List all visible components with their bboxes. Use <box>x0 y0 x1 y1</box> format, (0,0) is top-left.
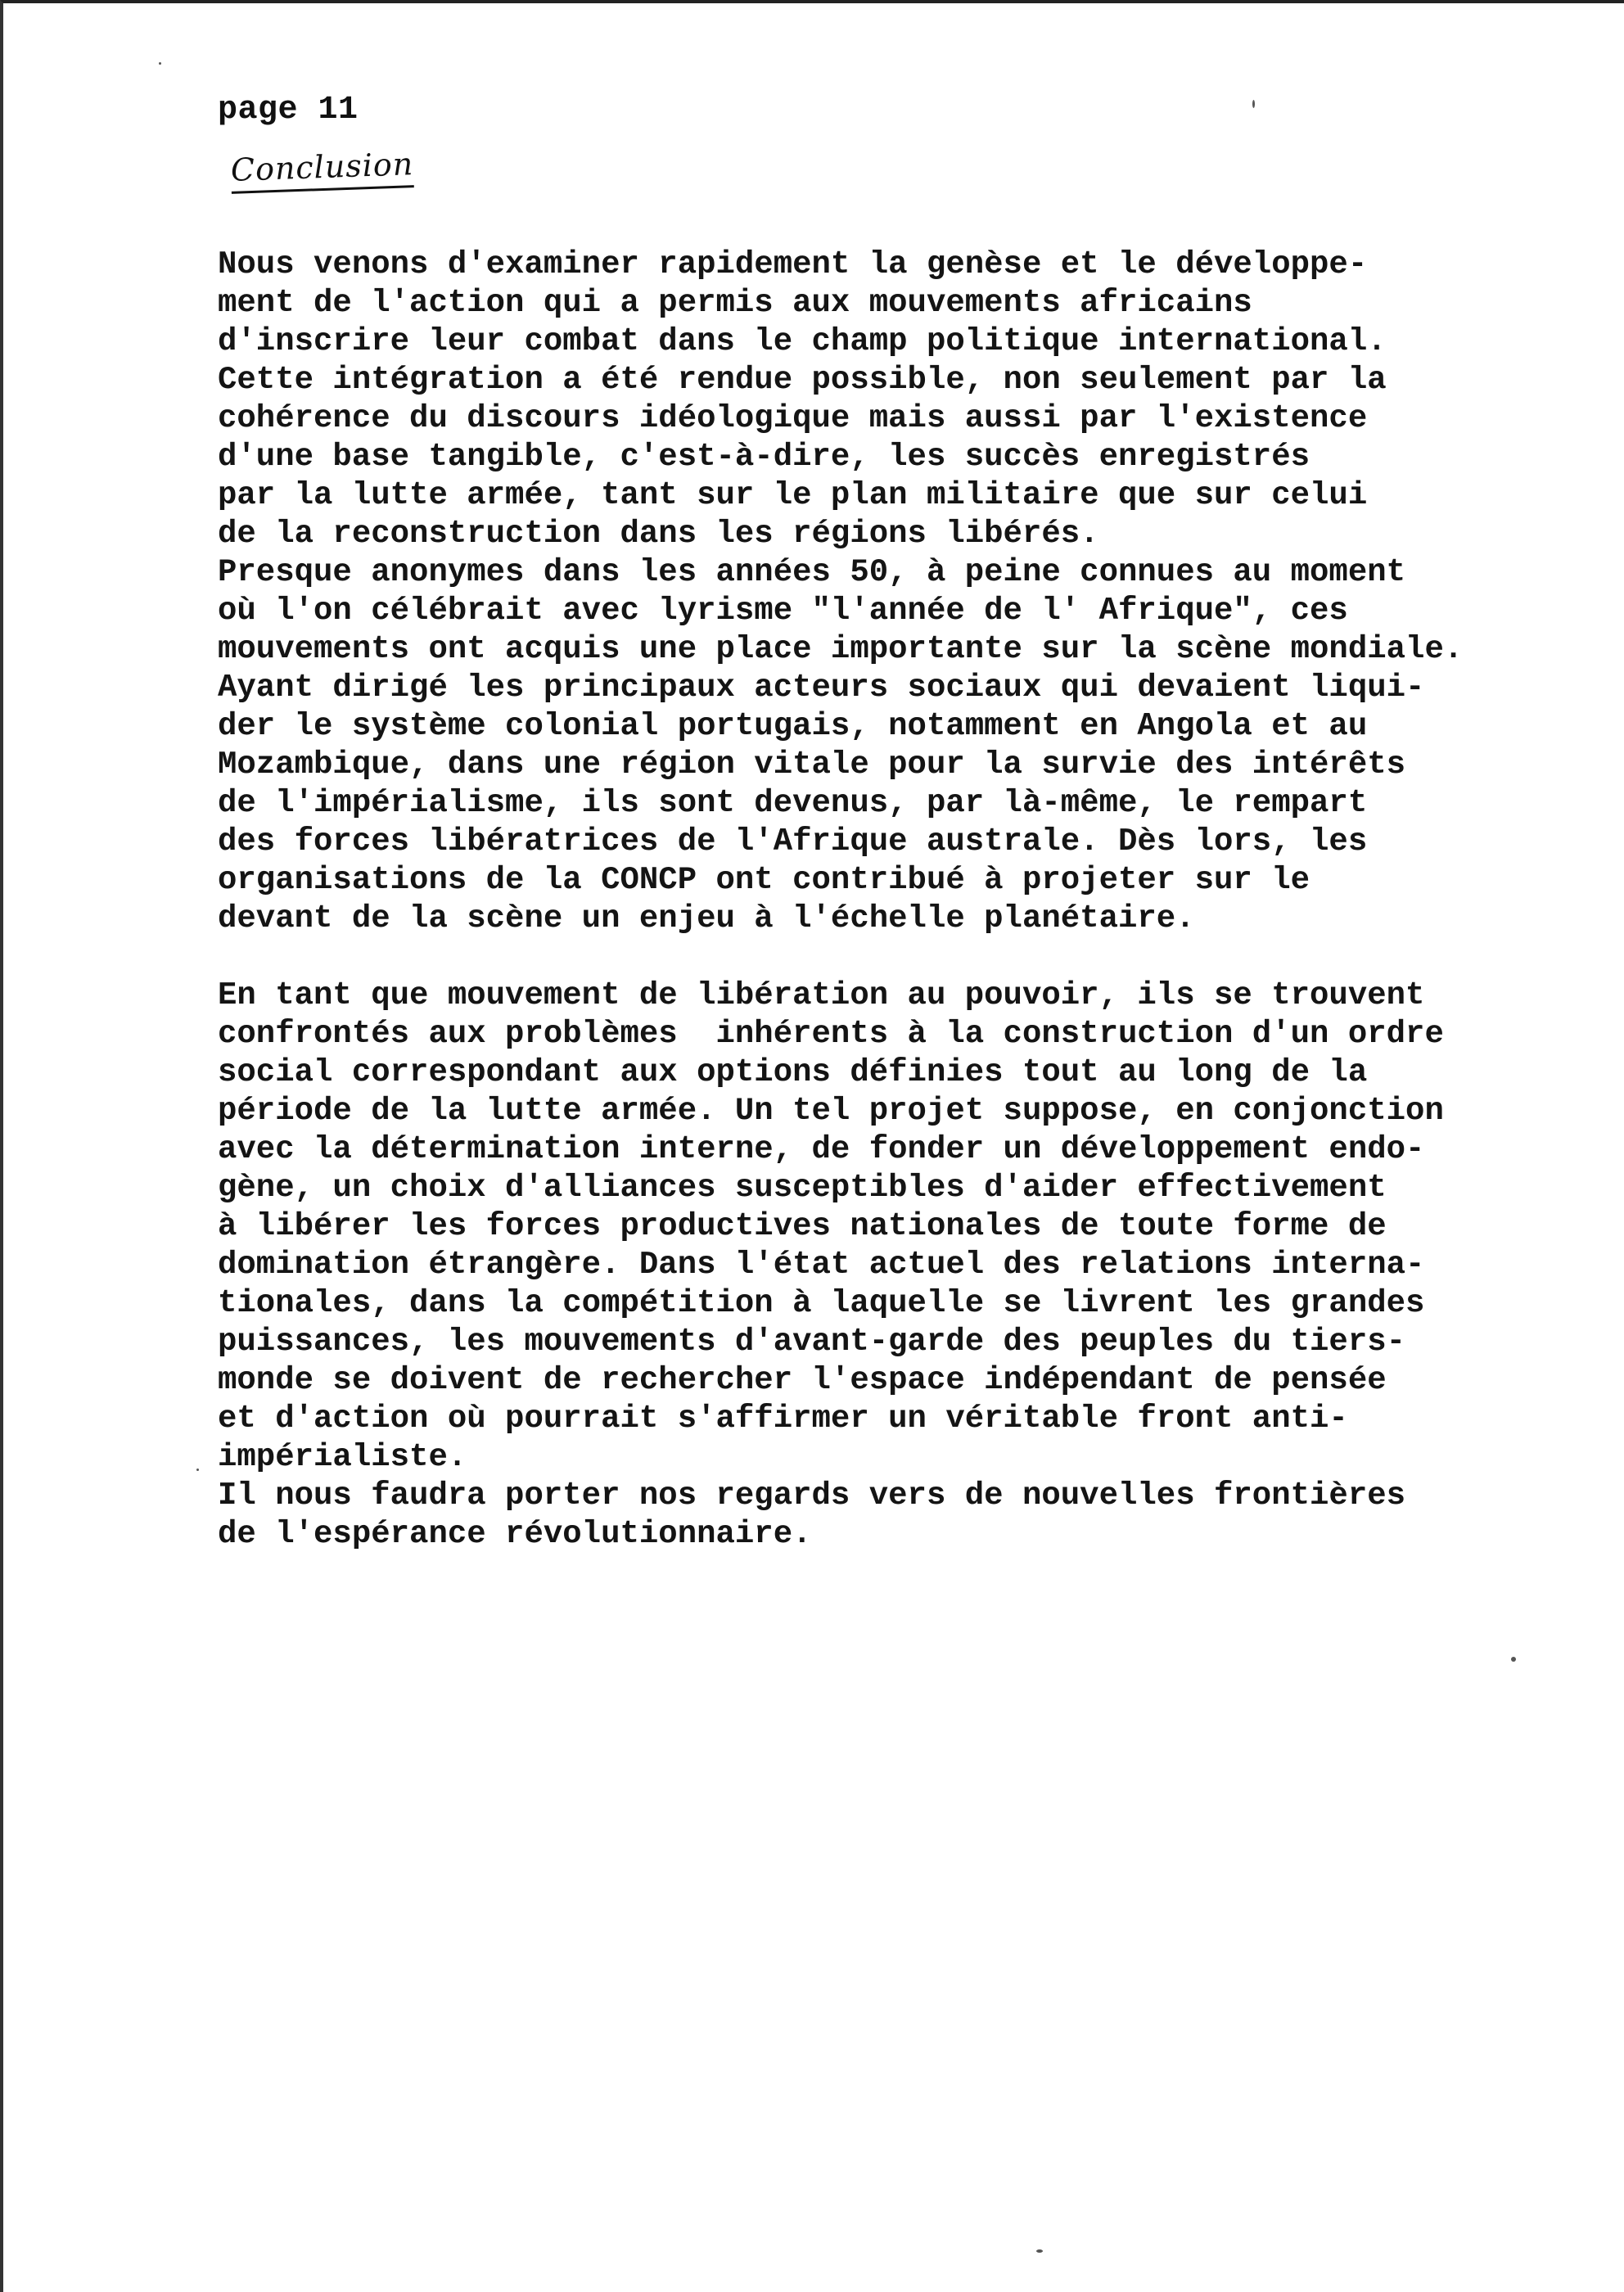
text-line: Ayant dirigé les principaux acteurs sociaux qui devaient liqui- <box>218 670 1425 706</box>
text-line: Cette intégration a été rendue possible, non seulement par la <box>218 362 1387 398</box>
text-line: der le système colonial portugais, notamment en Angola et au <box>218 708 1368 744</box>
text-line: devant de la scène un enjeu à l'échelle planétaire. <box>218 900 1195 936</box>
text-line: organisations de la CONCP ont contribué à projeter sur le <box>218 862 1310 898</box>
text-line: par la lutte armée, tant sur le plan militaire que sur celui <box>218 477 1368 513</box>
text-line: des forces libératrices de l'Afrique australe. Dès lors, les <box>218 823 1368 860</box>
text-line: confrontés aux problèmes inhérents à la construction d'un ordre <box>218 1016 1444 1052</box>
text-line: où l'on célébrait avec lyrisme "l'année de l' Afrique", ces <box>218 593 1348 629</box>
text-line: de l'espérance révolutionnaire. <box>218 1516 812 1552</box>
page-number-label: page 11 <box>218 92 359 129</box>
text-line: Presque anonymes dans les années 50, à peine connues au moment <box>218 554 1406 590</box>
paragraph-spacer <box>218 938 1609 977</box>
text-line: domination étrangère. Dans l'état actuel des relations interna- <box>218 1247 1425 1283</box>
text-line: monde se doivent de rechercher l'espace indépendant de pensée <box>218 1362 1387 1398</box>
scan-speck <box>1511 1657 1516 1662</box>
text-line: ment de l'action qui a permis aux mouvements africains <box>218 285 1252 321</box>
scan-speck <box>1252 100 1255 108</box>
text-line: et d'action où pourrait s'affirmer un véritable front anti- <box>218 1401 1348 1437</box>
text-line: Mozambique, dans une région vitale pour la survie des intérêts <box>218 747 1406 783</box>
text-line: période de la lutte armée. Un tel projet suppose, en conjonction <box>218 1093 1444 1129</box>
scan-speck <box>1036 2249 1043 2253</box>
text-line: cohérence du discours idéologique mais aussi par l'existence <box>218 400 1368 436</box>
text-line: Il nous faudra porter nos regards vers de nouvelles frontières <box>218 1478 1406 1514</box>
text-line: à libérer les forces productives nationales de toute forme de <box>218 1208 1387 1244</box>
text-line: impérialiste. <box>218 1439 467 1475</box>
text-line: puissances, les mouvements d'avant-garde des peuples du tiers- <box>218 1324 1406 1360</box>
text-line: En tant que mouvement de libération au pouvoir, ils se trouvent <box>218 977 1425 1013</box>
text-line: social correspondant aux options définies tout au long de la <box>218 1054 1368 1090</box>
text-line: Nous venons d'examiner rapidement la genèse et le développe- <box>218 246 1368 282</box>
text-line: de la reconstruction dans les régions libérés. <box>218 516 1099 552</box>
handwritten-annotation: Conclusion <box>230 146 414 194</box>
text-line: d'une base tangible, c'est-à-dire, les succès enregistrés <box>218 439 1310 475</box>
scan-speck <box>196 1469 199 1471</box>
text-line: avec la détermination interne, de fonder un développement endo- <box>218 1131 1425 1167</box>
text-line: d'inscrire leur combat dans le champ politique international. <box>218 323 1387 359</box>
text-line: mouvements ont acquis une place importante sur la scène mondiale. <box>218 631 1464 667</box>
body-text <box>218 246 1609 1554</box>
text-line: de l'impérialisme, ils sont devenus, par là-même, le rempart <box>218 785 1368 821</box>
paragraph-2 <box>218 977 1609 1554</box>
text-line: tionales, dans la compétition à laquelle se livrent les grandes <box>218 1285 1425 1321</box>
text-line: gène, un choix d'alliances susceptibles d'aider effectivement <box>218 1170 1387 1206</box>
scan-speck <box>159 62 161 65</box>
paragraph-1 <box>218 246 1609 938</box>
